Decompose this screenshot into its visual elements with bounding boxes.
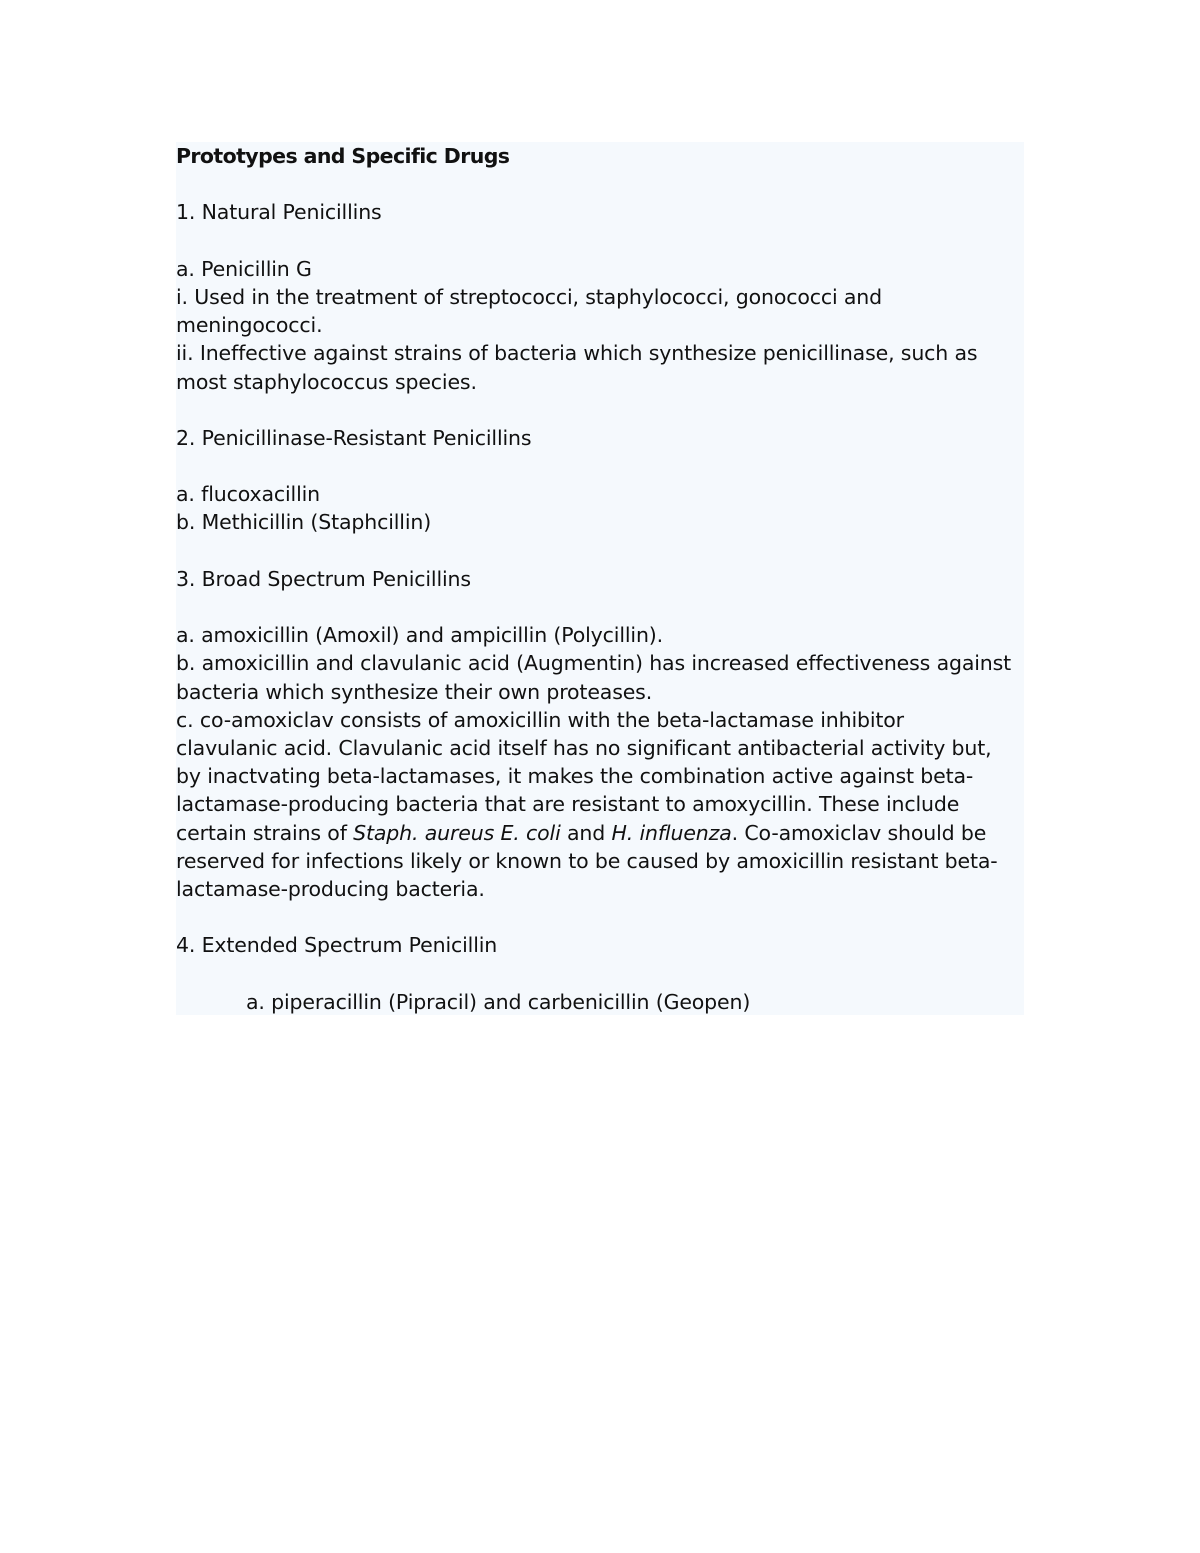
- detail-line: by inactvating beta-lactamases, it makes the combination active against beta-: [176, 764, 974, 789]
- drug-item: b. Methicillin (Staphcillin): [176, 510, 432, 535]
- detail-line: c. co-amoxiclav consists of amoxicillin with the beta-lactamase inhibitor: [176, 707, 904, 732]
- document-body: [176, 142, 1036, 1016]
- section-heading-penicillinase-resistant: 2. Penicillinase-Resistant Penicillins: [176, 425, 532, 450]
- organisms-joiner: and: [560, 820, 612, 845]
- detail-line: clavulanic acid. Clavulanic acid itself has no significant antibacterial activity but,: [176, 735, 992, 760]
- spacer: [176, 170, 1036, 198]
- detail-line: meningococci.: [176, 313, 323, 338]
- organisms-suffix: . Co-amoxiclav should be: [731, 820, 987, 845]
- detail-line: bacteria which synthesize their own proteases.: [176, 679, 653, 704]
- detail-line: lactamase-producing bacteria that are resistant to amoxycillin. These include: [176, 792, 960, 817]
- spacer: [176, 452, 1036, 480]
- spacer: [176, 227, 1036, 255]
- detail-line: i. Used in the treatment of streptococci, staphylococci, gonococci and: [176, 284, 882, 309]
- section-heading-extended-spectrum: 4. Extended Spectrum Penicillin: [176, 933, 498, 958]
- organisms-line: [176, 819, 1036, 847]
- detail-line: b. amoxicillin and clavulanic acid (Augmentin) has increased effectiveness against: [176, 651, 1012, 676]
- spacer: [176, 396, 1036, 424]
- spacer: [176, 537, 1036, 565]
- spacer: [176, 593, 1036, 621]
- document-title: Prototypes and Specific Drugs: [176, 144, 510, 168]
- organism-name: Staph. aureus E. coli: [353, 820, 561, 845]
- spacer: [176, 959, 1036, 987]
- detail-line: lactamase-producing bacteria.: [176, 876, 485, 901]
- drug-item: a. amoxicillin (Amoxil) and ampicillin (Polycillin).: [176, 623, 664, 648]
- organisms-prefix: certain strains of: [176, 820, 354, 845]
- section-heading-natural-penicillins: 1. Natural Penicillins: [176, 200, 382, 225]
- drug-item: a. flucoxacillin: [176, 482, 321, 507]
- drug-item: a. piperacillin (Pipracil) and carbenicillin (Geopen): [246, 989, 751, 1014]
- section-heading-broad-spectrum: 3. Broad Spectrum Penicillins: [176, 566, 471, 591]
- organism-name: H. influenza: [611, 820, 732, 845]
- detail-line: reserved for infections likely or known to be caused by amoxicillin resistant beta-: [176, 848, 998, 873]
- detail-line: most staphylococcus species.: [176, 369, 477, 394]
- drug-item: a. Penicillin G: [176, 256, 312, 281]
- spacer: [176, 903, 1036, 931]
- detail-line: ii. Ineffective against strains of bacteria which synthesize penicillinase, such as: [176, 341, 978, 366]
